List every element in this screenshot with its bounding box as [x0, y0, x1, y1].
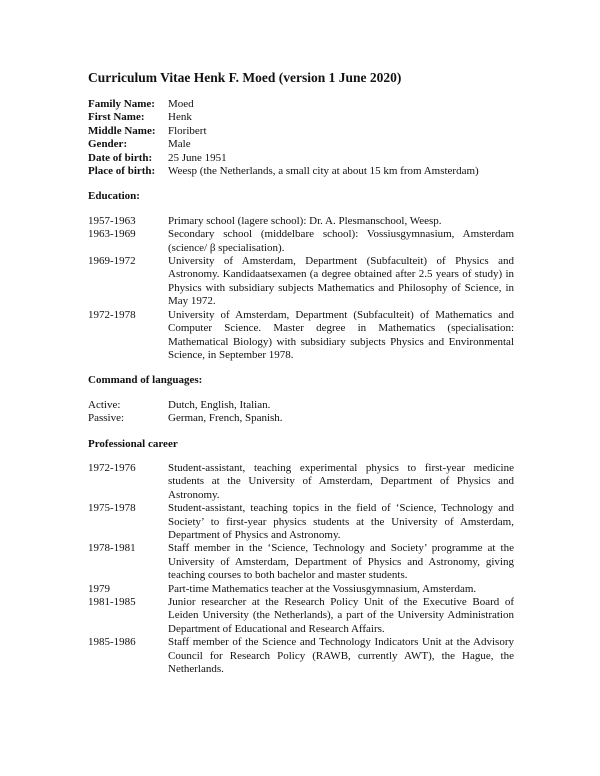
entry-text: Student-assistant, teaching topics in the field of ‘Science, Technology and Society’ to first-year physics students at the University of Amsterdam, Department of Physics and Astronomy. — [168, 502, 514, 541]
career-heading: Professional career — [88, 437, 178, 450]
info-label: Gender: — [88, 138, 128, 151]
entry-period: 1979 — [88, 582, 110, 595]
entry-text: Staff member in the ‘Science, Technology and Society’ programme at the University of Amsterdam, Department of Physics and Astronomy, giving teaching courses to both bachelor and master students. — [168, 542, 514, 582]
entry-period: 1963-1969 — [88, 228, 136, 241]
language-value: Dutch, English, Italian. — [168, 398, 271, 411]
entry-period: 1985-1986 — [88, 636, 136, 649]
education-heading: Education: — [88, 190, 140, 203]
languages-list — [88, 399, 514, 426]
info-value: Weesp (the Netherlands, a small city at about 15 km from Amsterdam) — [168, 165, 479, 178]
entry-period: 1975-1978 — [88, 502, 136, 515]
info-value: 25 June 1951 — [168, 151, 227, 164]
entry-period: 1957-1963 — [88, 214, 136, 227]
info-value: Male — [168, 138, 191, 151]
cv-document — [88, 70, 514, 676]
document-title: Curriculum Vitae Henk F. Moed (version 1 June 2020) — [88, 70, 402, 85]
info-row — [88, 138, 514, 151]
education-entry — [88, 309, 514, 363]
entry-text: Junior researcher at the Research Policy Unit of the Executive Board of Leiden University (the Netherlands), a part of the University Administration Department of Educational and Research Affairs. — [168, 596, 514, 635]
career-entry — [88, 502, 514, 542]
info-value: Moed — [168, 98, 194, 110]
entry-text: Primary school (lagere school): Dr. A. Plesmanschool, Weesp. — [168, 214, 442, 227]
language-row — [88, 399, 514, 412]
info-label: Place of birth: — [88, 165, 156, 178]
education-entry — [88, 228, 514, 255]
career-list — [88, 462, 514, 677]
entry-text: University of Amsterdam, Department (Subfaculteit) of Mathematics and Computer Science. Master degree in Mathematics (specialisation: Mathematical Biology) with subsidiary subjects Physics and Environmental Science, in September 1978. — [168, 308, 514, 361]
entry-period: 1972-1978 — [88, 308, 136, 321]
info-row — [88, 165, 514, 178]
info-value: Henk — [168, 111, 192, 124]
entry-text: Part-time Mathematics teacher at the Vossiusgymnasium, Amsterdam. — [168, 582, 477, 595]
info-row — [88, 111, 514, 124]
info-label: First Name: — [88, 111, 145, 124]
entry-text: Staff member of the Science and Technology Indicators Unit at the Advisory Council for Research Policy (RAWB, currently AWT), the Hague, the Netherlands. — [168, 636, 514, 676]
education-entry — [88, 215, 514, 228]
career-entry — [88, 636, 514, 676]
language-value: German, French, Spanish. — [168, 412, 283, 425]
entry-text: Secondary school (middelbare school): Vossiusgymnasium, Amsterdam (science/ β specialisation). — [168, 228, 514, 254]
languages-heading: Command of languages: — [88, 374, 203, 387]
language-row — [88, 412, 514, 425]
entry-period: 1981-1985 — [88, 596, 136, 608]
info-row — [88, 152, 514, 165]
career-entry — [88, 542, 514, 582]
entry-period: 1978-1981 — [88, 542, 136, 555]
education-entry — [88, 255, 514, 309]
language-label: Active: — [88, 398, 121, 411]
entry-text: University of Amsterdam, Department (Subfaculteit) of Physics and Astronomy. Kandidaatsexamen (a degree obtained after 2.5 years of study) in Physics with subsidiary subjects Mathematics and Philosophy of Science, in May 1972. — [168, 255, 514, 308]
info-label: Middle Name: — [88, 124, 156, 137]
career-entry — [88, 596, 514, 636]
education-list — [88, 215, 514, 362]
info-value: Floribert — [168, 124, 207, 137]
entry-period: 1969-1972 — [88, 255, 136, 268]
career-entry — [88, 462, 514, 502]
entry-period: 1972-1976 — [88, 461, 136, 474]
info-row — [88, 98, 514, 111]
info-label: Family Name: — [88, 98, 155, 110]
language-label: Passive: — [88, 412, 125, 425]
personal-info — [88, 98, 514, 178]
info-row — [88, 125, 514, 138]
info-label: Date of birth: — [88, 151, 153, 164]
career-entry — [88, 583, 514, 596]
entry-text: Student-assistant, teaching experimental physics to first-year medicine students at the University of Amsterdam, Department of Physics and Astronomy. — [168, 461, 514, 501]
